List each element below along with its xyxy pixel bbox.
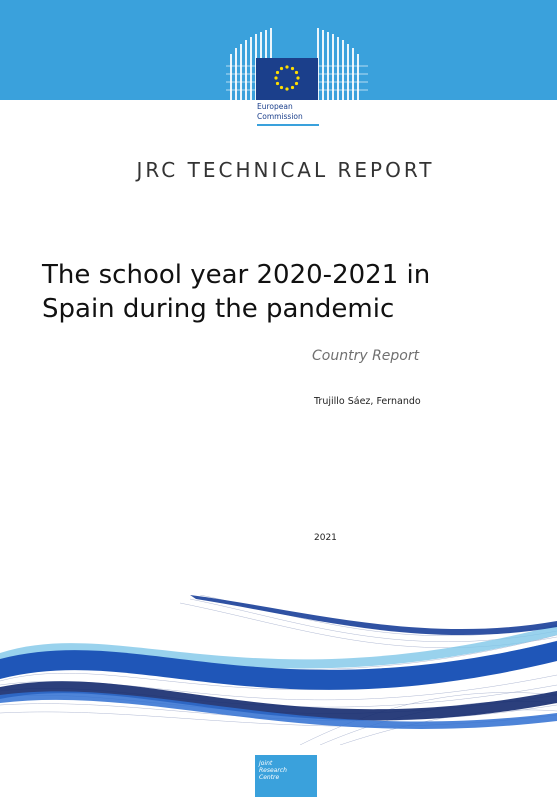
jrc-line2: Research (259, 767, 287, 774)
report-title-line1: The school year 2020-2021 in (42, 260, 431, 290)
report-year: 2021 (314, 533, 337, 543)
decorative-wave-graphic (0, 595, 557, 745)
eu-flag (256, 58, 318, 100)
report-title (42, 258, 522, 326)
european-commission-logo (222, 26, 372, 130)
european-commission-wordmark (257, 102, 367, 122)
jrc-wordmark (259, 760, 315, 781)
jrc-line3: Centre (259, 774, 280, 781)
report-title-line2: Spain during the pandemic (42, 294, 395, 324)
logo-text-line1: European (257, 102, 293, 111)
report-series-label: JRC TECHNICAL REPORT (136, 158, 435, 182)
jrc-line1: Joint (259, 760, 273, 767)
logo-text-line2: Commission (257, 112, 303, 121)
report-subtitle: Country Report (312, 348, 420, 364)
jrc-logo (255, 755, 317, 797)
report-author: Trujillo Sáez, Fernando (314, 396, 421, 407)
